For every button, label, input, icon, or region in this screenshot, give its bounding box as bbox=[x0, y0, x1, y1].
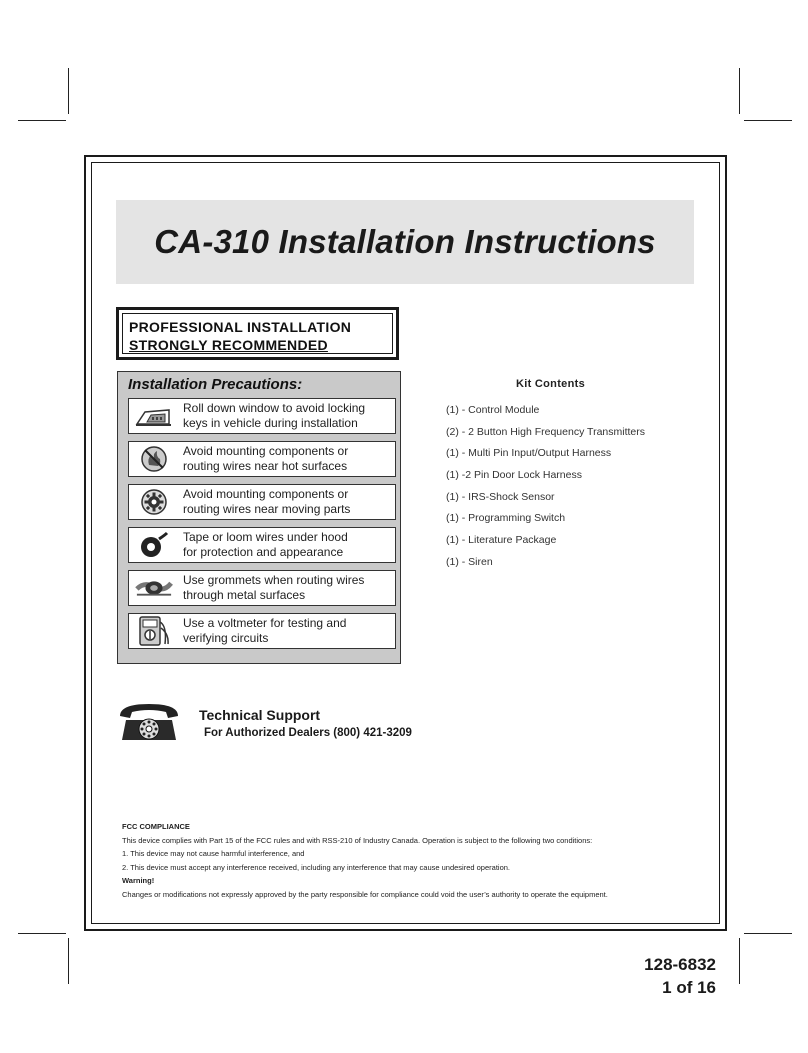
precaution-text-line: routing wires near moving parts bbox=[183, 502, 351, 516]
grommet-icon bbox=[135, 574, 173, 602]
car-window-icon bbox=[135, 402, 173, 430]
notice-line-2: STRONGLY RECOMMENDED bbox=[129, 337, 328, 353]
precaution-item bbox=[128, 527, 396, 563]
precaution-item bbox=[128, 484, 396, 520]
crop-mark bbox=[18, 120, 66, 121]
hot-surface-icon bbox=[135, 445, 173, 473]
precaution-item bbox=[128, 441, 396, 477]
fcc-text: 1. This device may not cause harmful interference, and bbox=[122, 849, 305, 859]
document-footer bbox=[644, 953, 716, 999]
crop-mark bbox=[744, 120, 792, 121]
precaution-text-line: verifying circuits bbox=[183, 631, 269, 645]
fcc-text: 2. This device must accept any interference received, including any interference that may cause undesired operation. bbox=[122, 862, 510, 872]
fcc-compliance-section bbox=[122, 821, 712, 903]
crop-mark bbox=[68, 938, 69, 984]
fcc-heading: FCC COMPLIANCE bbox=[122, 822, 190, 831]
installation-precautions-panel bbox=[117, 371, 401, 664]
title-band bbox=[116, 200, 694, 284]
page-number: 1 of 16 bbox=[662, 978, 716, 997]
page-title: CA-310 Installation Instructions bbox=[154, 223, 656, 260]
kit-item: (1) -2 Pin Door Lock Harness bbox=[446, 469, 582, 482]
kit-item: (2) - 2 Button High Frequency Transmitters bbox=[446, 425, 645, 438]
crop-mark bbox=[739, 68, 740, 114]
precaution-text-line: Roll down window to avoid locking bbox=[183, 401, 366, 415]
technical-support-heading: Technical Support bbox=[199, 707, 321, 723]
precaution-text-line: through metal surfaces bbox=[183, 588, 306, 602]
document-number: 128-6832 bbox=[644, 955, 716, 974]
kit-contents-list bbox=[446, 403, 645, 577]
moving-gear-icon bbox=[135, 488, 173, 516]
kit-contents-heading: Kit Contents bbox=[516, 378, 585, 390]
fcc-warning-label: Warning! bbox=[122, 876, 155, 886]
voltmeter-icon bbox=[135, 617, 173, 645]
crop-mark bbox=[744, 933, 792, 934]
precaution-text-line: for protection and appearance bbox=[183, 545, 344, 559]
kit-item: (1) - Programming Switch bbox=[446, 512, 566, 525]
precaution-text-line: Use grommets when routing wires bbox=[183, 573, 365, 587]
tape-roll-icon bbox=[135, 531, 173, 559]
precautions-heading: Installation Precautions: bbox=[128, 376, 303, 393]
fcc-warning-text: Changes or modifications not expressly approved by the party responsible for compliance could void the user’s authority to operate the equipment. bbox=[122, 889, 608, 899]
precaution-text-line: routing wires near hot surfaces bbox=[183, 459, 348, 473]
kit-item: (1) - Literature Package bbox=[446, 534, 557, 547]
crop-mark bbox=[68, 68, 69, 114]
kit-item: (1) - Control Module bbox=[446, 404, 540, 416]
crop-mark bbox=[18, 933, 66, 934]
support-phone-line: For Authorized Dealers (800) 421-3209 bbox=[204, 727, 412, 739]
precaution-text-line: Avoid mounting components or bbox=[183, 444, 349, 458]
precaution-item bbox=[128, 570, 396, 606]
crop-mark bbox=[739, 938, 740, 984]
telephone-icon bbox=[118, 700, 180, 744]
precaution-item bbox=[128, 613, 396, 649]
precaution-item bbox=[128, 398, 396, 434]
precaution-text-line: Avoid mounting components or bbox=[183, 487, 349, 501]
kit-item: (1) - Multi Pin Input/Output Harness bbox=[446, 447, 612, 460]
precaution-text-line: Use a voltmeter for testing and bbox=[183, 616, 347, 630]
kit-item: (1) - Siren bbox=[446, 555, 493, 568]
precaution-text-line: Tape or loom wires under hood bbox=[183, 530, 348, 544]
professional-install-notice bbox=[116, 307, 399, 360]
precaution-text-line: keys in vehicle during installation bbox=[183, 416, 358, 430]
fcc-text: This device complies with Part 15 of the FCC rules and with RSS-210 of Industry Canada. Operation is subject to the following two conditions: bbox=[122, 835, 593, 845]
notice-line-1: PROFESSIONAL INSTALLATION bbox=[129, 319, 352, 335]
kit-item: (1) - IRS-Shock Sensor bbox=[446, 490, 555, 503]
